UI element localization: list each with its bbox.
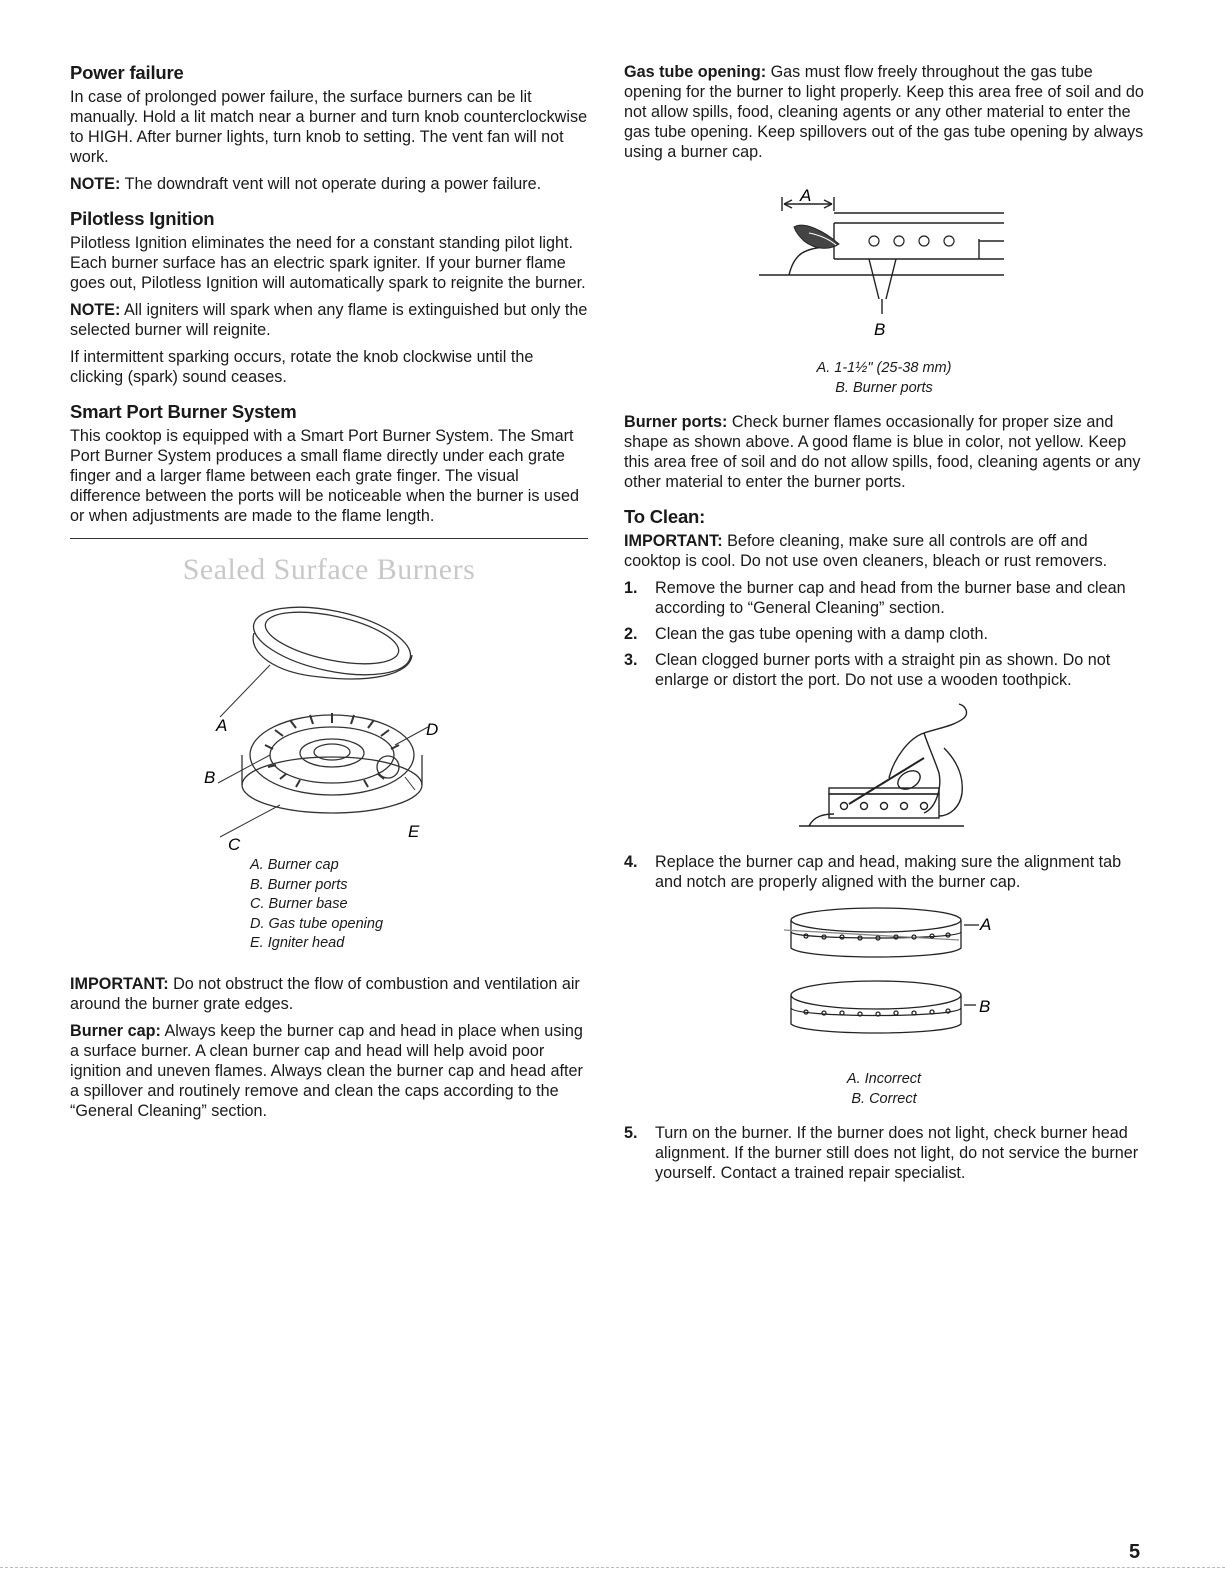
burner-cap-drawing [248, 605, 417, 687]
burner-cap-paragraph [70, 1021, 588, 1121]
sealed-burners-title: Sealed Surface Burners [182, 553, 476, 586]
flame-drawing [794, 225, 839, 248]
burner-ports-text: Check burner flames occasionally for proper size and shape as shown above. A good flame is blue in color, not yellow. Keep this area free of soil and do not allow spills, food, cleaning agents or any other material to enter the burner ports. [624, 413, 1141, 491]
cap-captions [624, 1070, 1144, 1109]
pilotless-note [70, 300, 588, 340]
correct-cap-drawing [791, 981, 976, 1033]
power-failure-heading: Power failure [70, 62, 184, 83]
important-label: IMPORTANT: [70, 974, 169, 993]
power-failure-body: In case of prolonged power failure, the surface burners can be lit manually. Hold a lit match near a burner and turn knob counterclockwise to HIGH. After burner lights, turn knob to setting. The vent fan will not work. [70, 88, 588, 166]
pilotless-heading: Pilotless Ignition [70, 208, 215, 229]
burner-ports-paragraph [624, 412, 1144, 492]
section-divider [70, 538, 588, 539]
note-label: NOTE: [70, 301, 121, 319]
label-d: D [426, 720, 439, 739]
to-clean-important [624, 531, 1144, 571]
bottom-rule [0, 1567, 1225, 1568]
smart-port-section [70, 401, 588, 526]
power-failure-section [70, 62, 588, 194]
step-text: Clean the gas tube opening with a damp cloth. [655, 625, 988, 643]
cleaning-steps [624, 578, 1144, 690]
flame-captions [624, 359, 1144, 398]
flame-label-b: B [874, 320, 886, 339]
note-text: All igniters will spark when any flame is extinguished but only the selected burner will reignite. [70, 301, 588, 339]
label-e: E [408, 822, 420, 841]
cleaning-steps-final [624, 1123, 1144, 1183]
burner-cap-label: Burner cap: [70, 1021, 161, 1040]
right-column [624, 62, 1144, 1191]
flame-label-a: A [800, 186, 812, 205]
flame-diagram [624, 169, 1144, 359]
caption-c: C. Burner base [250, 896, 348, 912]
caption-b: B. Burner ports [250, 876, 348, 893]
label-b: B [204, 768, 216, 787]
burner-ports-drawing [265, 713, 399, 787]
step-number: 2. [624, 625, 638, 643]
cap-caption-b: B. Correct [851, 1090, 917, 1107]
step-4 [624, 852, 1144, 892]
important-text: Do not obstruct the flow of combustion and ventilation air around the burner grate edges. [70, 974, 580, 1013]
pilotless-body: Pilotless Ignition eliminates the need for a constant standing pilot light. Each burner surface has an electric spark igniter. If your burner flame goes out, Pilotless Ignition will automatically spark to reignite the burner. [70, 234, 586, 292]
gas-tube-text: Gas must flow freely throughout the gas tube opening for the burner to light properly. Keep this area free of soil and do not allow spills, food, cleaning agents or any other material to enter the gas tube opening. Keep spillovers out of the gas tube opening by always using a burner cap. [624, 63, 1144, 161]
sealed-burner-captions [250, 856, 588, 954]
step-3 [624, 650, 1144, 690]
step-number: 5. [624, 1124, 638, 1142]
step-number: 3. [624, 651, 638, 669]
smart-port-heading: Smart Port Burner System [70, 401, 297, 422]
step-text: Turn on the burner. If the burner does not light, check burner head alignment. If the burner still does not light, do not service the burner yourself. Contact a trained repair specialist. [655, 1124, 1139, 1182]
pilotless-body-2: If intermittent sparking occurs, rotate the knob clockwise until the clicking (spark) sound ceases. [70, 348, 534, 386]
left-column [70, 62, 588, 1128]
caption-e: E. Igniter head [250, 935, 345, 951]
burner-cap-text: Always keep the burner cap and head in place when using a surface burner. A clean burner cap and head will help avoid poor ignition and uneven flames. Always clean the burner cap and head after a spillover and routinely remove and clean the caps according to the “General Cleaning” section. [70, 1021, 583, 1120]
step-number: 4. [624, 853, 638, 871]
important-paragraph [70, 974, 588, 1014]
important-text: Before cleaning, make sure all controls are off and cooktop is cool. Do not use oven cleaners, bleach or rust removers. [624, 532, 1108, 570]
gas-tube-label: Gas tube opening: [624, 63, 767, 81]
smart-port-body: This cooktop is equipped with a Smart Port Burner System. The Smart Port Burner System produces a small flame directly under each grate finger and a larger flame between each grate finger. The visual difference between the ports will be noticeable when the burner is used or when adjustments are made to the flame length. [70, 427, 580, 525]
sealed-burner-diagram [70, 605, 588, 850]
note-label: NOTE: [70, 175, 121, 193]
step-1 [624, 578, 1144, 618]
cap-alignment-diagram [624, 900, 1144, 1070]
important-label: IMPORTANT: [624, 532, 723, 550]
step-number: 1. [624, 579, 638, 597]
step-text: Remove the burner cap and head from the burner base and clean according to “General Cleaning” section. [655, 579, 1126, 617]
power-failure-note [70, 174, 588, 194]
to-clean-heading: To Clean: [624, 506, 706, 527]
pin-cleaning-diagram [624, 698, 1144, 838]
cap-caption-a: A. Incorrect [846, 1071, 922, 1087]
step-text: Replace the burner cap and head, making sure the alignment tab and notch are properly aligned with the burner cap. [655, 853, 1122, 891]
pilotless-section [70, 208, 588, 387]
burner-base-drawing [242, 715, 422, 813]
step-text: Clean clogged burner ports with a straight pin as shown. Do not enlarge or distort the port. Do not use a wooden toothpick. [655, 651, 1111, 689]
gas-tube-paragraph [624, 62, 1144, 162]
cleaning-steps-continued [624, 852, 1144, 892]
cap-label-a: A [980, 915, 992, 934]
step-2 [624, 624, 1144, 644]
flame-caption-b: B. Burner ports [835, 379, 933, 396]
step-5 [624, 1123, 1144, 1183]
incorrect-cap-drawing [784, 908, 979, 957]
label-c: C [228, 835, 241, 850]
flame-caption-a: A. 1-1½" (25-38 mm) [816, 360, 952, 376]
label-a: A [216, 716, 228, 735]
cap-label-b: B [979, 997, 991, 1016]
caption-d: D. Gas tube opening [250, 915, 384, 932]
note-text: The downdraft vent will not operate during a power failure. [120, 175, 542, 193]
page-number: 5 [1129, 1541, 1141, 1563]
burner-ports-label: Burner ports: [624, 413, 728, 431]
caption-a: A. Burner cap [250, 857, 339, 873]
